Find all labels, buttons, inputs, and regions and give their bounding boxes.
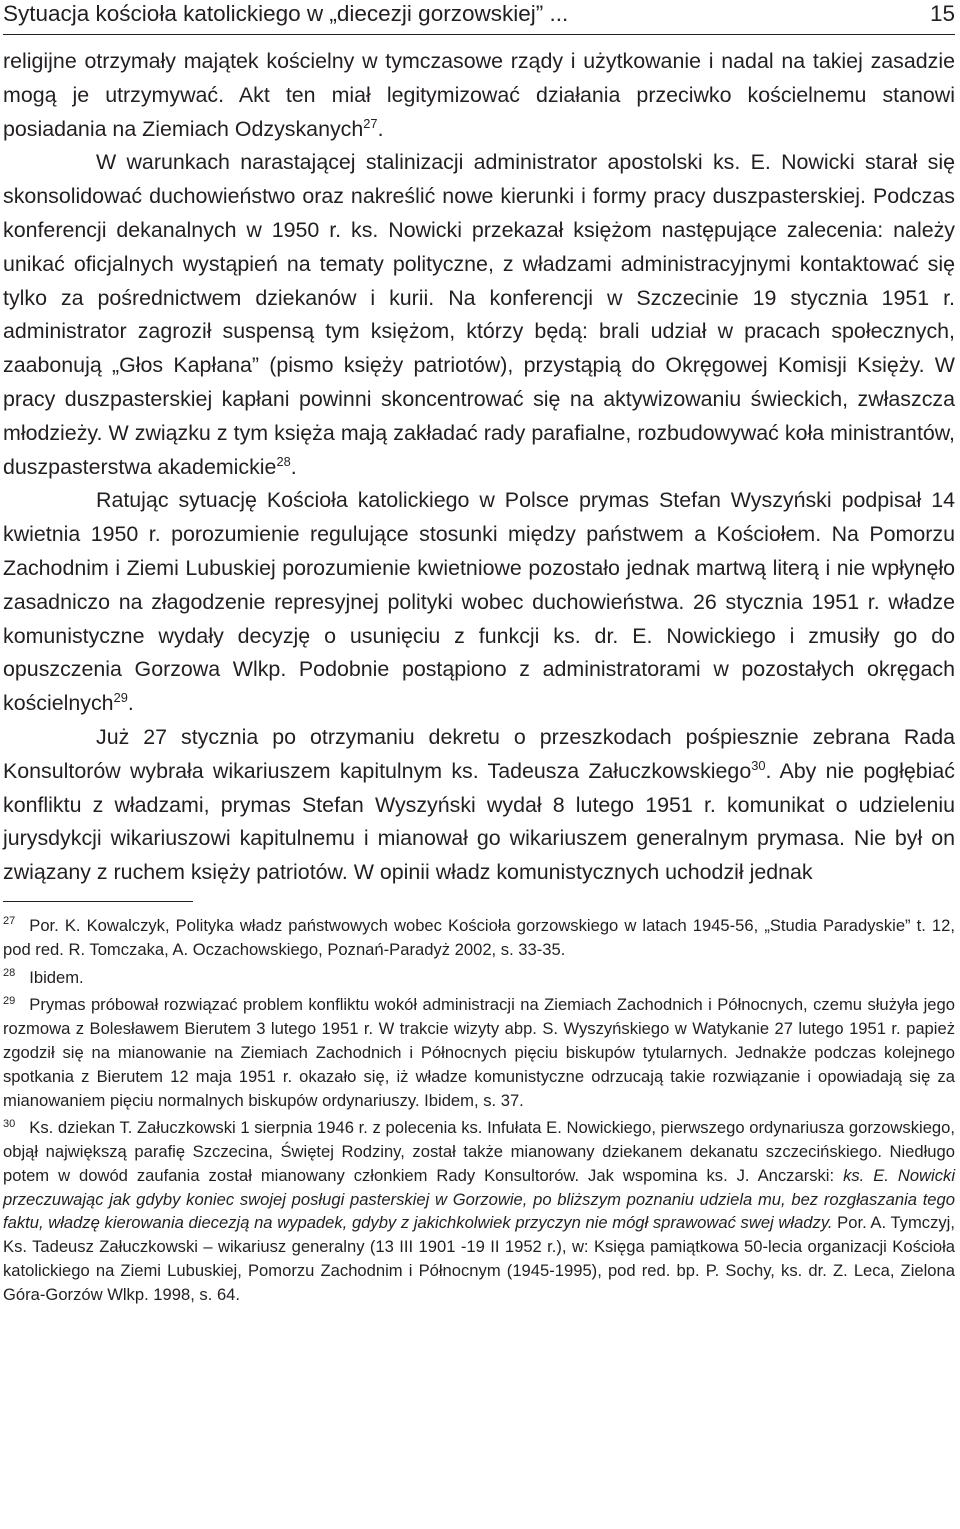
- footnote-text: Por. K. Kowalczyk, Polityka władz państwowych wobec Kościoła gorzowskiego w latach 1945-56, „Studia Paradyskie” t. 12, pod red. R. Tomczaka, A. Oczachowskiego, Poznań-Paradyż 2002, s. 33-35.: [3, 915, 955, 959]
- main-text: [3, 45, 955, 890]
- running-header: [3, 0, 955, 34]
- footnote-quote: ks. E. Nowicki przeczuwając jak gdyby koniec swojej posługi pasterskiej w Gorzowie, po bliższym poznaniu udziela mu, bez rozgłaszania tego faktu, władzę kierowania diecezją na wypadek, gdyby z jakichkolwiek przyczyn nie mógł sprawować swej władzy.: [3, 1165, 956, 1233]
- footnote-29: [3, 993, 955, 1112]
- footnote-number: 30: [3, 1117, 16, 1130]
- paragraph-text: .: [127, 691, 134, 716]
- paragraph-text: Już 27 stycznia po otrzymaniu dekretu o przeszkodach pośpiesznie zebrana Rada Konsultorów wybrała wikariuszem kapitulnym ks. Tadeusza Załuczkowskiego: [3, 724, 955, 783]
- footnote-number: 27: [3, 915, 16, 928]
- paragraph-text: religijne otrzymały majątek kościelny w tymczasowe rządy i użytkowanie i nadal na takiej zasadzie mogą je utrzymywać. Akt ten miał legitymizować działania przeciwko kościelnemu stanowi posiadania na Ziemiach Odzyskanych: [3, 49, 955, 141]
- paragraph-1: [3, 45, 955, 146]
- paragraph-text: . Aby nie pogłębiać konfliktu z władzami, prymas Stefan Wyszyński wydał 8 lutego 1951 r. komunikat o udzieleniu jurysdykcji wikariuszowi kapitulnemu i mianował go wikariuszem generalnym prymasa. Nie był on związany z ruchem księży patriotów. W opinii władz komunistycznych uchodził jednak: [3, 758, 955, 885]
- paragraph-text: .: [290, 454, 297, 479]
- footnote-28: [3, 966, 955, 990]
- footnote-ref-29[interactable]: 29: [113, 690, 128, 706]
- paragraph-3: [3, 484, 955, 721]
- page-number: 15: [929, 1, 955, 26]
- footnote-ref-27[interactable]: 27: [363, 115, 378, 131]
- running-title: Sytuacja kościoła katolickiego w „diecezji gorzowskiej” ...: [3, 1, 569, 26]
- footnote-text: Por. A. Tymczyj, Ks. Tadeusz Załuczkowski – wikariusz generalny (13 III 1901 -19 II 1952 r.), w: Księga pamiątkowa 50-lecia organizacji Kościoła katolickiego na Ziemi Lubuskiej, Pomorzu Zachodnim i Północnym (1945-1995), pod red. bp. P. Sochy, ks. dr. Z. Leca, Zielona Góra-Gorzów Wlkp. 1998, s. 64.: [3, 1213, 955, 1304]
- footnote-text: Ibidem.: [29, 967, 84, 987]
- footnote-text: Ks. dziekan T. Załuczkowski 1 sierpnia 1946 r. z polecenia ks. Infułata E. Nowickiego, pierwszego ordynariusza gorzowskiego, objął największą parafię Szczecina, Świętej Rodziny, został także mianowany dziekanem dekanatu szczecińskiego. Niedługo potem w dowód zaufania został mianowany członkiem Rady Konsultorów. Jak wspomina ks. J. Anczarski:: [3, 1118, 955, 1185]
- footnote-27: [3, 914, 955, 962]
- paragraph-text: .: [377, 116, 384, 141]
- footnote-number: 29: [3, 994, 16, 1007]
- paragraph-4: [3, 721, 955, 890]
- footnote-30: [3, 1116, 955, 1306]
- footnote-text: Prymas próbował rozwiązać problem konfliktu wokół administracji na Ziemiach Zachodnich i Północnych, czemu służyła jego rozmowa z Bolesławem Bierutem 3 lutego 1951 r. W trakcie wizyty abp. S. Wyszyńskiego w Watykanie 27 lutego 1951 r. papież zgodził się na mianowanie na Ziemiach Zachodnich i Północnych pięciu biskupów tytularnych. Jednakże podczas kolejnego spotkania z Bierutem 12 maja 1951 r. okazało się, iż władze komunistyczne odrzucają takie rozwiązanie i opowiadają się za mianowaniem pięciu normalnych biskupów ordynariuszy. Ibidem, s. 37.: [3, 995, 955, 1110]
- paragraph-text: W warunkach narastającej stalinizacji administrator apostolski ks. E. Nowicki starał się skonsolidować duchowieństwo oraz nakreślić nowe kierunki i formy pracy duszpasterskiej. Podczas konferencji dekanalnych w 1950 r. ks. Nowicki przekazał księżom następujące zalecenia: należy unikać oficjalnych wystąpień na tematy polityczne, z władzami administracyjnymi kontaktować się tylko za pośrednictwem dziekanów i kurii. Na konferencji w Szczecinie 19 stycznia 1951 r. administrator zagroził suspensą tym księżom, którzy będą: brali udział w pracach społecznych, zaabonują „Głos Kapłana” (pismo księży patriotów), przystąpią do Okręgowej Komisji Księży. W pracy duszpasterskiej kapłani powinni skoncentrować się na aktywizowaniu świeckich, zwłaszcza młodzieży. W związku z tym księża mają zakładać rady parafialne, rozbudowywać koła ministrantów, duszpasterstwa akademickie: [3, 150, 955, 479]
- footnote-ref-28[interactable]: 28: [276, 453, 291, 469]
- footnote-number: 28: [3, 966, 16, 979]
- header-divider: [3, 34, 955, 35]
- paragraph-2: [3, 146, 955, 484]
- footnote-divider: [3, 901, 193, 902]
- footnotes: [3, 914, 955, 1307]
- footnote-ref-30[interactable]: 30: [751, 757, 766, 773]
- paragraph-text: Ratując sytuację Kościoła katolickiego w Polsce prymas Stefan Wyszyński podpisał 14 kwietnia 1950 r. porozumienie regulujące stosunki między państwem a Kościołem. Na Pomorzu Zachodnim i Ziemi Lubuskiej porozumienie kwietniowe pozostało jednak martwą literą i nie wpłynęło zasadniczo na złagodzenie represyjnej polityki wobec duchowieństwa. 26 stycznia 1951 r. władze komunistyczne wydały decyzję o usunięciu z funkcji ks. dr. E. Nowickiego i zmusiły go do opuszczenia Gorzowa Wlkp. Podobnie postąpiono z administratorami w pozostałych okręgach kościelnych: [3, 488, 955, 716]
